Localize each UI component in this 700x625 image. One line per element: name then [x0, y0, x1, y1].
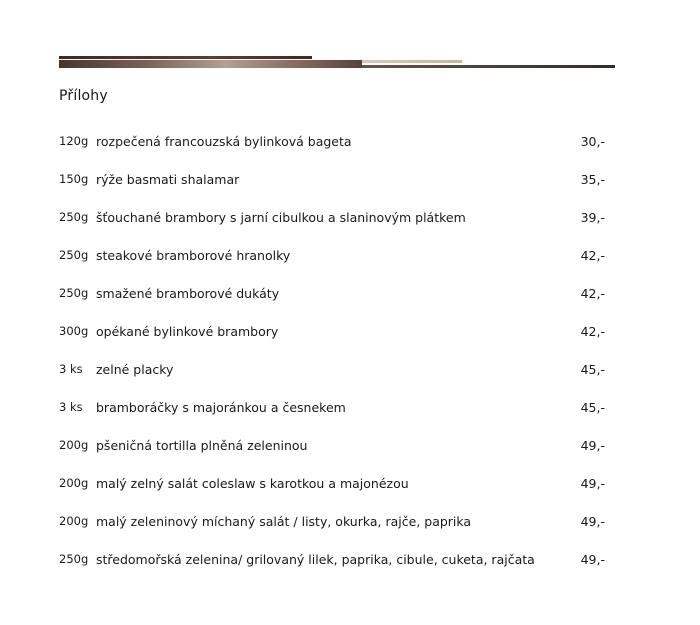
item-quantity: 250g: [59, 210, 89, 224]
item-quantity: 3 ks: [59, 362, 83, 376]
item-quantity: 250g: [59, 286, 89, 300]
item-name: steakové bramborové hranolky: [96, 247, 291, 263]
header-bar-main: [59, 60, 362, 68]
item-price: 45,-: [580, 361, 605, 377]
item-price: 45,-: [580, 399, 605, 415]
item-name: zelné placky: [96, 361, 174, 377]
menu-item: [59, 350, 619, 388]
item-name: rozpečená francouzská bylinková bageta: [96, 133, 352, 149]
header-bar-dark: [59, 56, 312, 59]
item-quantity: 250g: [59, 552, 89, 566]
item-quantity: 200g: [59, 438, 89, 452]
menu-item: [59, 160, 619, 198]
decorative-header-bars: [59, 54, 615, 70]
item-name: bramboráčky s majoránkou a česnekem: [96, 399, 346, 415]
menu-item: [59, 502, 619, 540]
header-bar-light: [362, 60, 462, 63]
menu-item: [59, 464, 619, 502]
item-price: 42,-: [580, 323, 605, 339]
section-title: Přílohy: [59, 88, 108, 104]
menu-item: [59, 274, 619, 312]
item-name: pšeničná tortilla plněná zeleninou: [96, 437, 308, 453]
menu-item: [59, 540, 619, 578]
menu-item: [59, 236, 619, 274]
item-name: opékané bylinkové brambory: [96, 323, 279, 339]
item-quantity: 120g: [59, 134, 89, 148]
item-quantity: 200g: [59, 514, 89, 528]
item-name: malý zeleninový míchaný salát / listy, okurka, rajče, paprika: [96, 513, 472, 529]
item-quantity: 150g: [59, 172, 89, 186]
item-quantity: 3 ks: [59, 400, 83, 414]
menu-item: [59, 312, 619, 350]
header-bar-thin: [362, 65, 615, 68]
menu-item: [59, 426, 619, 464]
item-quantity: 300g: [59, 324, 89, 338]
item-name: malý zelný salát coleslaw s karotkou a majonézou: [96, 475, 409, 491]
item-price: 42,-: [580, 247, 605, 263]
item-name: šťouchané brambory s jarní cibulkou a slaninovým plátkem: [96, 209, 466, 225]
item-price: 39,-: [580, 209, 605, 225]
item-price: 49,-: [580, 475, 605, 491]
menu-item: [59, 122, 619, 160]
menu-list: [59, 122, 619, 578]
item-name: středomořská zelenina/ grilovaný lilek, paprika, cibule, cuketa, rajčata: [96, 551, 535, 567]
item-price: 35,-: [580, 171, 605, 187]
item-price: 42,-: [580, 285, 605, 301]
item-name: smažené bramborové dukáty: [96, 285, 280, 301]
item-price: 49,-: [580, 437, 605, 453]
item-name: rýže basmati shalamar: [96, 171, 240, 187]
item-price: 49,-: [580, 513, 605, 529]
menu-item: [59, 198, 619, 236]
item-quantity: 250g: [59, 248, 89, 262]
menu-item: [59, 388, 619, 426]
item-price: 49,-: [580, 551, 605, 567]
item-quantity: 200g: [59, 476, 89, 490]
item-price: 30,-: [580, 133, 605, 149]
